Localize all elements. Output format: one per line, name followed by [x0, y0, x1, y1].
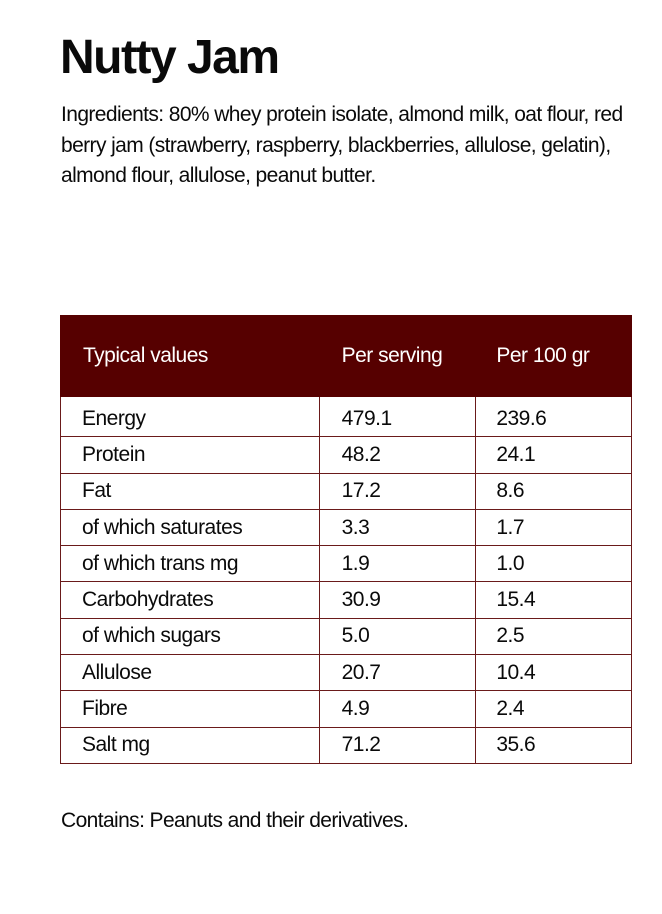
- header-per-serving: Per serving: [319, 316, 476, 397]
- per-100gr-value: 24.1: [476, 437, 632, 473]
- table-row: [61, 582, 632, 618]
- ingredients-text: Ingredients: 80% whey protein isolate, almond milk, oat flour, red berry jam (strawberry, raspberry, blackberries, allulose, gelatin), almond flour, allulose, peanut butter.: [61, 103, 623, 187]
- table-row: [61, 546, 632, 582]
- per-100gr-value: 8.6: [476, 473, 632, 509]
- per-100gr-value: 35.6: [476, 727, 632, 763]
- per-100gr-value: 10.4: [476, 655, 632, 691]
- nutrient-name: of which trans mg: [61, 546, 320, 582]
- table-row: [61, 509, 632, 545]
- table-row: [61, 397, 632, 437]
- per-serving-value: 20.7: [319, 655, 476, 691]
- nutrient-name: Protein: [61, 437, 320, 473]
- per-serving-value: 479.1: [319, 397, 476, 437]
- nutrient-name: of which saturates: [61, 509, 320, 545]
- table-header-row: [61, 316, 632, 397]
- per-serving-value: 30.9: [319, 582, 476, 618]
- nutrient-name: Carbohydrates: [61, 582, 320, 618]
- page-title: Nutty Jam: [60, 31, 279, 84]
- per-100gr-value: 239.6: [476, 397, 632, 437]
- per-serving-value: 5.0: [319, 618, 476, 654]
- nutrition-table: [60, 315, 632, 764]
- allergens-text: Contains: Peanuts and their derivatives.: [61, 809, 409, 832]
- per-serving-value: 48.2: [319, 437, 476, 473]
- nutrient-name: Fibre: [61, 691, 320, 727]
- per-serving-value: 3.3: [319, 509, 476, 545]
- per-100gr-value: 1.7: [476, 509, 632, 545]
- per-100gr-value: 2.4: [476, 691, 632, 727]
- header-per-100gr: Per 100 gr: [476, 316, 632, 397]
- nutrient-name: Fat: [61, 473, 320, 509]
- per-serving-value: 17.2: [319, 473, 476, 509]
- table-row: [61, 727, 632, 763]
- per-serving-value: 4.9: [319, 691, 476, 727]
- table-row: [61, 691, 632, 727]
- nutrient-name: Salt mg: [61, 727, 320, 763]
- table-row: [61, 618, 632, 654]
- table-row: [61, 437, 632, 473]
- nutrient-name: Energy: [61, 397, 320, 437]
- table-row: [61, 473, 632, 509]
- per-serving-value: 71.2: [319, 727, 476, 763]
- per-100gr-value: 1.0: [476, 546, 632, 582]
- per-serving-value: 1.9: [319, 546, 476, 582]
- per-100gr-value: 15.4: [476, 582, 632, 618]
- per-100gr-value: 2.5: [476, 618, 632, 654]
- nutrient-name: of which sugars: [61, 618, 320, 654]
- table-row: [61, 655, 632, 691]
- nutrient-name: Allulose: [61, 655, 320, 691]
- header-typical-values: Typical values: [61, 316, 320, 397]
